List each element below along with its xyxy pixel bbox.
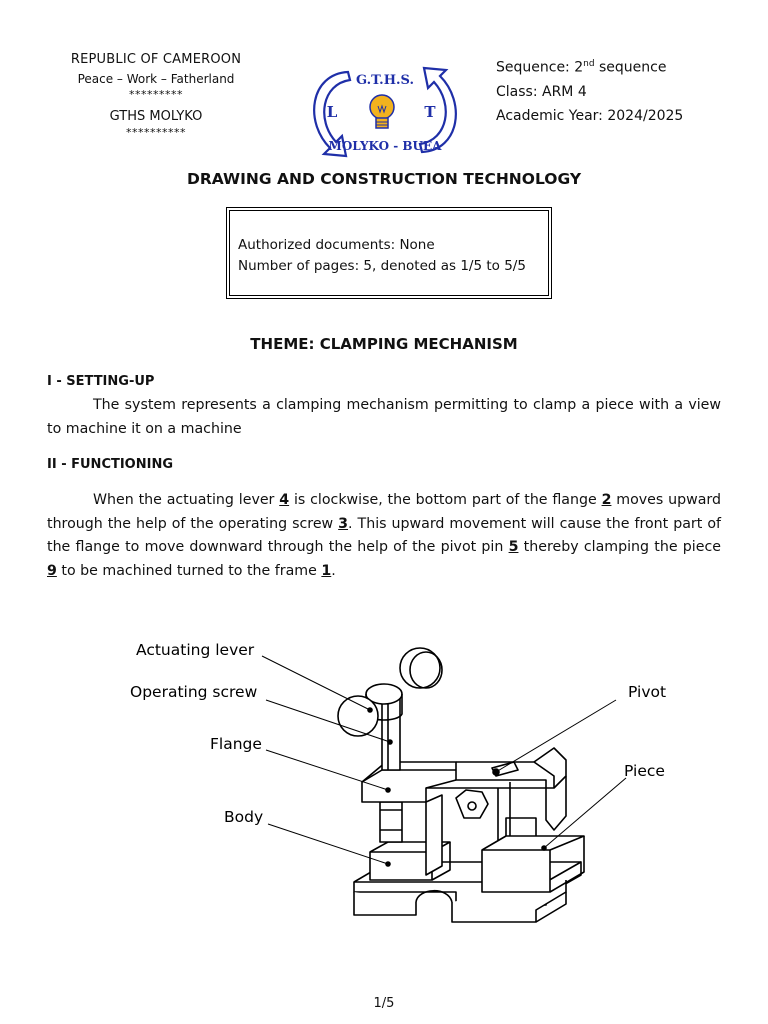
text-segment: thereby clamping the piece [518, 539, 721, 555]
theme-heading: THEME: CLAMPING MECHANISM [250, 335, 518, 353]
clamping-mechanism-diagram [126, 630, 686, 940]
section-1-heading: I - SETTING-UP [47, 374, 155, 389]
pivot-hex-nut-drawing [456, 762, 518, 818]
label-flange: Flange [210, 735, 262, 753]
operating-screw-drawing [380, 802, 402, 842]
logo-top-text: G.T.H.S. [356, 73, 414, 88]
country-name: REPUBLIC OF CAMEROON [70, 52, 242, 67]
text-segment: to be machined turned to the frame [56, 562, 322, 579]
part-number: 5 [508, 539, 519, 555]
text-segment: When the actuating lever [93, 492, 280, 508]
number-of-pages: Number of pages: 5, denoted as 1/5 to 5/5 [238, 258, 526, 274]
sequence-superscript: nd [583, 59, 595, 69]
school-logo [300, 62, 470, 162]
label-operating-screw: Operating screw [130, 683, 258, 701]
header-right-block [496, 52, 683, 128]
sequence-suffix: sequence [594, 59, 667, 76]
actuating-lever-drawing [338, 648, 442, 770]
section-1-text [47, 394, 721, 441]
logo-right-letter: T [424, 103, 436, 121]
separator-stars: ********* [129, 88, 183, 101]
label-pivot: Pivot [628, 683, 667, 701]
part-number: 1 [321, 562, 332, 579]
text-segment: is clockwise, the bottom part of the flange [289, 492, 602, 508]
label-piece: Piece [624, 762, 665, 780]
light-bulb-icon [370, 95, 394, 128]
class-line: Class: ARM 4 [496, 83, 587, 100]
label-actuating-lever: Actuating lever [136, 641, 255, 659]
separator-stars-2: ********** [126, 126, 186, 139]
authorized-documents: Authorized documents: None [238, 237, 435, 253]
info-box [226, 207, 552, 299]
logo-left-letter: L [326, 103, 338, 121]
academic-year-line: Academic Year: 2024/2025 [496, 107, 684, 124]
section-1-body: The system represents a clamping mechanism permitting to clamp a piece with a view to machine it on a machine [47, 397, 721, 437]
logo-bottom-text: MOLYKO - BUEA [328, 139, 442, 153]
section-2-heading: II - FUNCTIONING [47, 457, 174, 472]
school-name: GTHS MOLYKO [109, 109, 203, 124]
part-number: 3 [338, 515, 349, 532]
part-number: 2 [601, 492, 612, 508]
text-segment: moves upward through the help of the operating screw [47, 492, 722, 532]
part-number: 4 [279, 492, 290, 508]
sequence-label: Sequence: 2 [496, 59, 584, 76]
header-left-block [40, 52, 272, 139]
text-segment: . This upward movement will cause the front part of the flange to move downward through the help of the pivot pin [47, 515, 721, 555]
section-2-text [47, 489, 721, 583]
national-motto: Peace – Work – Fatherland [77, 72, 235, 86]
page-number: 1/5 [373, 996, 395, 1011]
sequence-line [496, 52, 683, 80]
part-number: 9 [47, 562, 57, 579]
document-title: DRAWING AND CONSTRUCTION TECHNOLOGY [186, 170, 582, 188]
leader-lines [262, 656, 626, 864]
label-body: Body [224, 808, 264, 826]
text-segment: . [331, 562, 336, 579]
